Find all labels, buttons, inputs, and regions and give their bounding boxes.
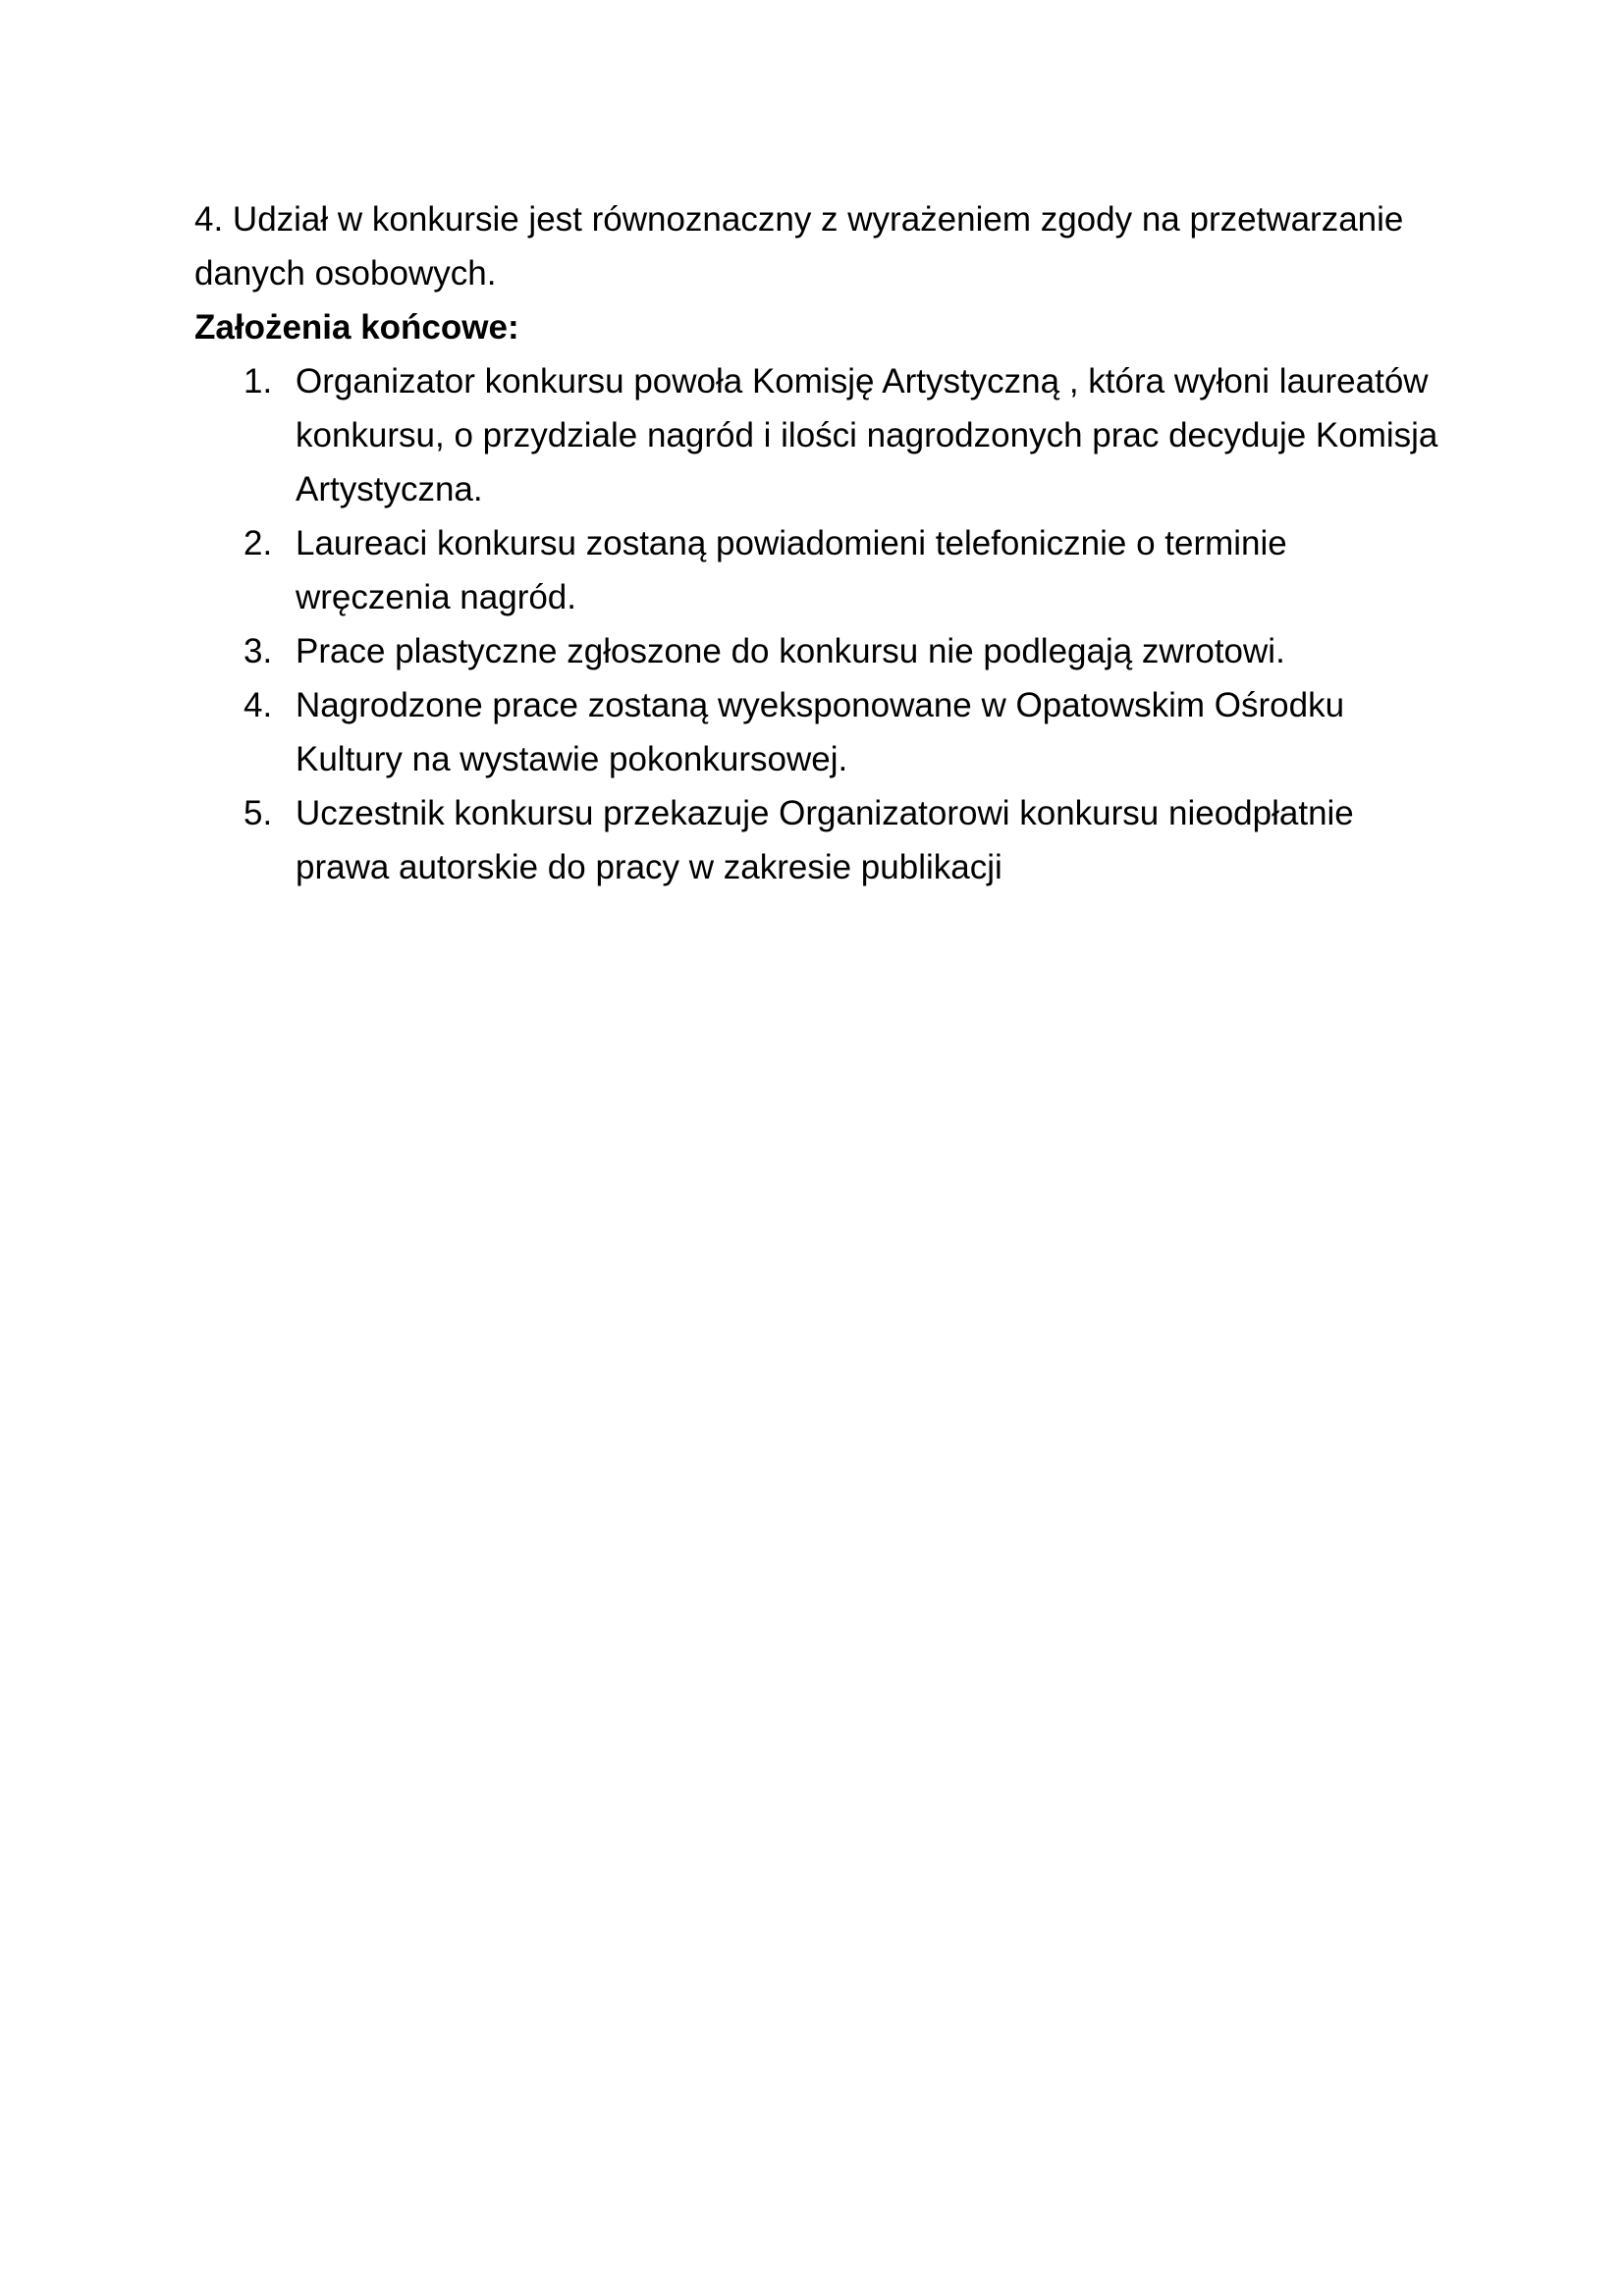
list-item-number: 1. [244,362,273,400]
list-item [194,678,1451,786]
paragraph-consent: 4. Udział w konkursie jest równoznaczny z wyrażeniem zgody na przetwarzanie danych osobowych. [194,200,1404,293]
list-item-text: Laureaci konkursu zostaną powiadomieni telefonicznie o terminie wręczenia nagród. [296,524,1287,616]
document-body [194,192,1451,894]
section-heading: Założenia końcowe: [194,308,519,347]
list-item-number: 2. [244,524,273,562]
list-item-number: 5. [244,794,273,832]
list-item [194,354,1451,516]
list-item [194,516,1451,624]
list-item-text: Nagrodzone prace zostaną wyeksponowane w Opatowskim Ośrodku Kultury na wystawie pokonkursowej. [296,686,1345,778]
list-item-text: Organizator konkursu powoła Komisję Artystyczną , która wyłoni laureatów konkursu, o przydziale nagród i ilości nagrodzonych prac decyduje Komisja Artystyczna. [296,362,1438,508]
list-item-number: 4. [244,686,273,724]
list-item [194,786,1451,894]
final-provisions-list [194,354,1451,894]
list-item-text: Uczestnik konkursu przekazuje Organizatorowi konkursu nieodpłatnie prawa autorskie do pracy w zakresie publikacji [296,794,1354,886]
list-item-text: Prace plastyczne zgłoszone do konkursu nie podlegają zwrotowi. [296,632,1285,670]
list-item-number: 3. [244,632,273,670]
list-item [194,624,1451,678]
